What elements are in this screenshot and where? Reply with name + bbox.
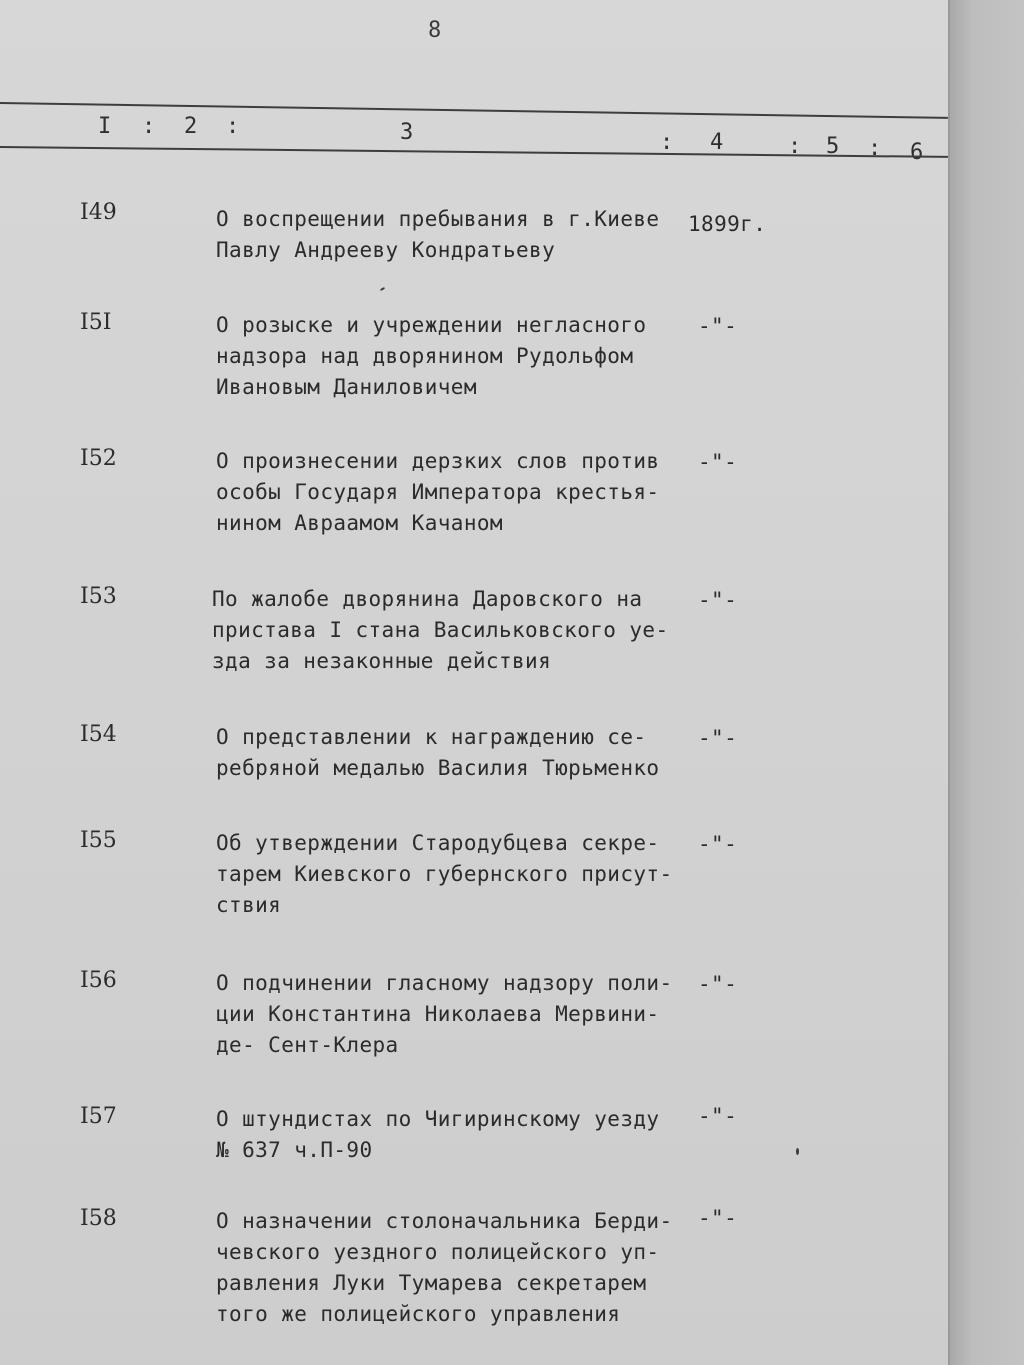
entry-date-ditto: -"- [698,972,738,996]
entry-title-line: По жалобе дворянина Даровского на [212,587,643,611]
entry-number: I49 [80,200,117,225]
entry-date-ditto: -"- [698,588,738,612]
entry-title-line: Павлу Андрееву Кондратьеву [216,238,556,262]
entry-title-line: пристава I стана Васильковского уе- [212,618,669,642]
entry-title-line: О штундистах по Чигиринскому уезду [216,1107,660,1131]
column-header-separator: : [868,136,882,161]
column-header-6: 6 [910,140,924,165]
column-header-separator: : [142,114,156,139]
next-page-edge [948,0,1024,1365]
entry-number: I54 [80,722,117,747]
entry-number: I55 [80,828,117,853]
entry-date: 1899г. [688,212,767,236]
entry-title-line: О подчинении гласному надзору поли- [216,971,673,995]
entry-title-line: особы Государя Императора крестья- [216,480,660,504]
entry-title [216,310,686,403]
entry-number: I58 [80,1206,117,1231]
entry-number: I53 [80,584,117,609]
page-number: 8 [428,18,442,43]
column-header-1: I [98,114,112,139]
entry-date-ditto: -"- [698,314,738,338]
table-header-bottom-rule [0,146,948,158]
column-header-separator: : [788,134,802,159]
entry-title-line: Ивановым Даниловичем [216,375,477,399]
entry-title-line: О представлении к награждению се- [216,725,647,749]
entry-title-line: тарем Киевского губернского присут- [216,862,673,886]
entry-title [216,1206,686,1330]
entry-title-line: О розыске и учреждении негласного [216,313,647,337]
entry-date-ditto: -"- [698,832,738,856]
column-header-5: 5 [826,134,840,159]
entry-title-line: О назначении столоначальника Берди- [216,1209,673,1233]
entry-title-line: Об утверждении Стародубцева секре- [216,831,660,855]
column-header-separator: : [660,130,674,155]
entry-title [216,722,686,784]
ink-speck [380,287,385,291]
column-header-4: 4 [710,130,724,155]
entry-title-line: ствия [216,893,282,917]
entry-date-ditto: -"- [698,726,738,750]
entry-title-line: № 637 ч.П-90 [216,1138,373,1162]
entry-date-ditto: -"- [698,1104,738,1128]
entry-title [216,446,686,539]
entry-number: I5I [80,310,112,335]
entry-title [216,204,686,266]
entry-title [216,968,686,1061]
entry-title [212,584,682,677]
entry-title [216,828,686,921]
entry-title-line: чевского уездного полицейского уп- [216,1240,660,1264]
entry-number: I52 [80,446,117,471]
column-header-3: 3 [400,120,414,145]
entry-title-line: ребряной медалью Василия Тюрьменко [216,756,660,780]
entry-title-line: зда за незаконные действия [212,649,552,673]
column-header-2: 2 [184,114,198,139]
entry-title-line: ции Константина Николаева Мервини- [216,1002,660,1026]
entry-title-line: равления Луки Тумарева секретарем [216,1271,647,1295]
entry-number: I57 [80,1104,117,1129]
entry-date-ditto: -"- [698,1206,738,1230]
entry-title-line: того же полицейского управления [216,1302,621,1326]
entry-title-line: надзора над дворянином Рудольфом [216,344,634,368]
entry-title-line: нином Авраамом Качаном [216,511,503,535]
entry-number: I56 [80,968,117,993]
entry-date-ditto: -"- [698,450,738,474]
entry-title-line: О воспрещении пребывания в г.Киеве [216,207,660,231]
entry-title-line: де- Сент-Клера [216,1033,399,1057]
column-header-separator: : [226,114,240,139]
entry-title-line: О произнесении дерзких слов против [216,449,660,473]
entry-title [216,1104,686,1166]
ink-speck [796,1148,799,1155]
